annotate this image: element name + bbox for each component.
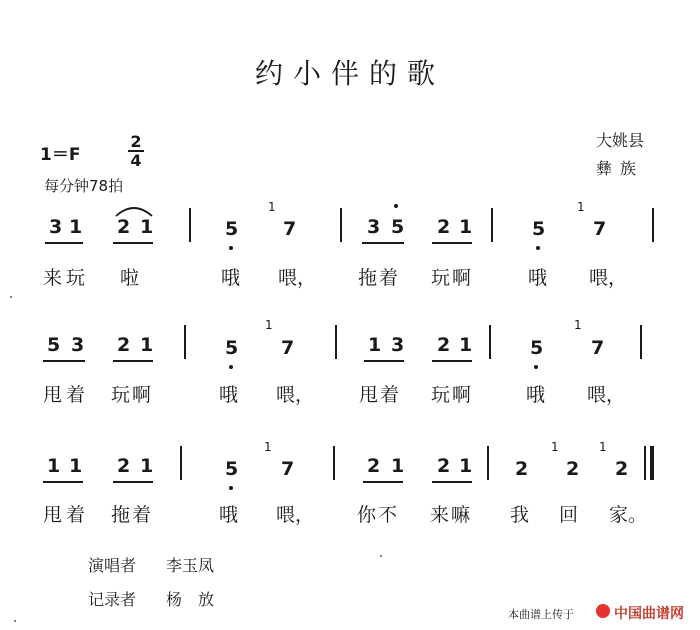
lyric: 甩着 — [43, 384, 90, 406]
note: 3 — [71, 334, 85, 356]
bar-line — [489, 325, 491, 359]
bar-line — [335, 325, 337, 359]
lyric: 哦 — [219, 384, 239, 406]
note: 1 — [47, 455, 61, 477]
beat-underline — [362, 242, 404, 244]
note: 2 — [367, 455, 381, 477]
final-bar-line-thin — [644, 446, 646, 480]
note: 5 — [530, 337, 544, 359]
note: 1 — [140, 455, 154, 477]
lyric: 甩着 — [43, 504, 90, 526]
final-bar-line-thick — [650, 446, 654, 480]
lyric: 拖着 — [111, 504, 154, 526]
bar-line — [333, 446, 335, 480]
song-title: 约小伴的歌 — [254, 57, 445, 90]
high-octave-dot — [394, 204, 398, 208]
lyric: 喂， — [278, 267, 317, 289]
beat-underline — [113, 242, 153, 244]
note: 2 — [566, 458, 580, 480]
note: 3 — [391, 334, 405, 356]
grace-note: 1 — [577, 200, 585, 214]
note: 2 — [615, 458, 629, 480]
grace-note: 1 — [265, 318, 273, 332]
note: 5 — [225, 458, 239, 480]
note: 2 — [117, 216, 131, 238]
note: 5 — [47, 334, 61, 356]
bar-line — [340, 208, 342, 242]
note: 7 — [281, 458, 295, 480]
note: 1 — [140, 216, 154, 238]
note: 5 — [225, 218, 239, 240]
lyric: 玩啊 — [111, 384, 154, 406]
note: 2 — [117, 334, 131, 356]
note: 5 — [532, 218, 546, 240]
grace-note: 1 — [268, 200, 276, 214]
site-logo-icon — [596, 604, 610, 618]
low-octave-dot — [536, 246, 540, 250]
bar-line — [180, 446, 182, 480]
beat-underline — [432, 242, 472, 244]
scan-speck — [10, 296, 12, 298]
lyric: 喂， — [276, 504, 315, 526]
lyric: 玩啊 — [431, 384, 474, 406]
bar-line — [652, 208, 654, 242]
note: 5 — [225, 337, 239, 359]
beat-underline — [364, 360, 404, 362]
lyric: 拖着 — [358, 267, 401, 289]
beat-underline — [113, 481, 153, 483]
note: 7 — [591, 337, 605, 359]
upload-note: 本曲谱上传于 — [508, 608, 574, 621]
slur-mark — [113, 202, 155, 218]
note: 3 — [367, 216, 381, 238]
note: 2 — [515, 458, 529, 480]
grace-note: 1 — [551, 440, 559, 454]
note: 2 — [437, 455, 451, 477]
site-name[interactable]: 中国曲谱网 — [614, 606, 684, 622]
beat-underline — [432, 360, 472, 362]
lyric: 哦 — [528, 267, 548, 289]
tempo-marking: 每分钟78拍 — [44, 177, 124, 195]
bar-line — [640, 325, 642, 359]
grace-note: 1 — [574, 318, 582, 332]
meter-bottom: 4 — [130, 151, 142, 170]
note: 7 — [593, 218, 607, 240]
note: 2 — [437, 334, 451, 356]
beat-underline — [113, 360, 153, 362]
lyric: 喂， — [587, 384, 626, 406]
note: 1 — [459, 455, 473, 477]
beat-underline — [43, 481, 83, 483]
beat-underline — [432, 481, 472, 483]
grace-note: 1 — [264, 440, 272, 454]
grace-note: 1 — [599, 440, 607, 454]
lyric: 哦 — [221, 267, 241, 289]
lyric: 回 — [559, 504, 579, 526]
lyric: 哦 — [219, 504, 239, 526]
note: 7 — [281, 337, 295, 359]
lyric: 我 — [510, 504, 530, 526]
note: 1 — [69, 455, 83, 477]
lyric: 来嘛 — [430, 504, 473, 526]
ethnic-label: 彝族 — [596, 159, 645, 178]
lyric: 哦 — [526, 384, 546, 406]
lyric: 来玩 — [43, 267, 90, 289]
lyric: 家。 — [609, 504, 648, 526]
time-signature — [128, 134, 144, 168]
beat-underline — [363, 481, 403, 483]
low-octave-dot — [534, 365, 538, 369]
lyric: 玩啊 — [431, 267, 474, 289]
lyric: 啦 — [120, 267, 140, 289]
note: 7 — [283, 218, 297, 240]
bar-line — [189, 208, 191, 242]
note: 1 — [391, 455, 405, 477]
low-octave-dot — [229, 365, 233, 369]
meter-top: 2 — [130, 132, 142, 151]
recorder-label: 记录者 — [88, 590, 137, 609]
beat-underline — [45, 242, 83, 244]
bar-line — [184, 325, 186, 359]
scan-speck — [380, 555, 382, 557]
low-octave-dot — [229, 246, 233, 250]
region-label: 大姚县 — [596, 131, 645, 150]
note: 3 — [49, 216, 63, 238]
beat-underline — [43, 360, 85, 362]
note: 1 — [459, 334, 473, 356]
bar-line — [487, 446, 489, 480]
note: 5 — [391, 216, 405, 238]
note: 1 — [140, 334, 154, 356]
key-signature: 1＝F — [40, 145, 81, 165]
recorder-name: 杨 放 — [166, 590, 215, 609]
singer-label: 演唱者 — [88, 556, 137, 575]
note: 2 — [117, 455, 131, 477]
scan-speck — [14, 620, 16, 622]
lyric: 喂， — [276, 384, 315, 406]
lyric: 甩着 — [359, 384, 402, 406]
note: 1 — [69, 216, 83, 238]
bar-line — [491, 208, 493, 242]
note: 1 — [459, 216, 473, 238]
low-octave-dot — [229, 486, 233, 490]
note: 1 — [368, 334, 382, 356]
lyric: 你不 — [357, 504, 400, 526]
singer-name: 李玉凤 — [166, 556, 215, 575]
lyric: 喂， — [589, 267, 628, 289]
note: 2 — [437, 216, 451, 238]
